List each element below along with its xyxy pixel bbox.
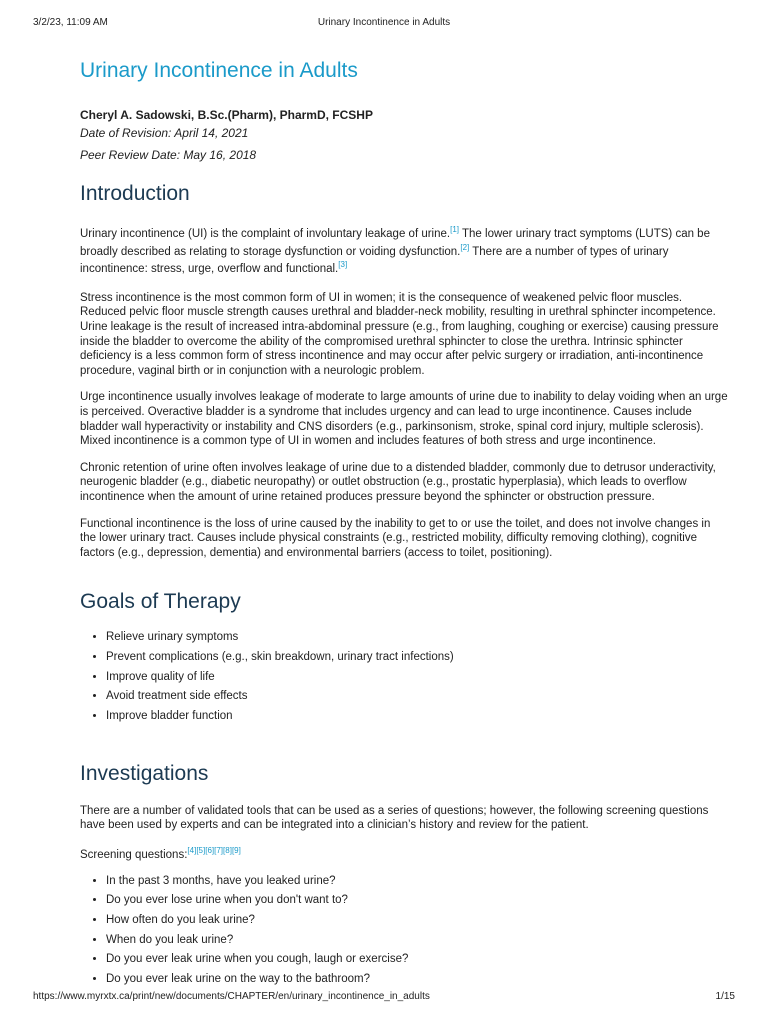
list-item: • Do you ever leak urine when you cough, laugh or exercise? bbox=[106, 950, 728, 970]
list-item: • Relieve urinary symptoms bbox=[106, 628, 728, 648]
list-item: • Improve bladder function bbox=[106, 707, 728, 727]
list-item: • When do you leak urine? bbox=[106, 931, 728, 951]
functional-incontinence-paragraph: Functional incontinence is the loss of urine caused by the inability to get to or use the toilet, and does not involve changes in the lower urinary tract. Causes include physical constraints (e.g., restricted mobility, difficulty removing clothing), cognitive factors (e.g., depression, dementia) and environmental barriers (access to toilet, positioning). bbox=[80, 517, 711, 559]
introduction-paragraph-1 bbox=[80, 226, 728, 279]
reference-link-8[interactable]: [8] bbox=[223, 846, 232, 856]
goals-list bbox=[80, 628, 728, 727]
author-name: Cheryl A. Sadowski, B.Sc.(Pharm), PharmD, FCSHP bbox=[80, 108, 373, 122]
list-item: • How often do you leak urine? bbox=[106, 911, 728, 931]
overflow-incontinence-paragraph: Chronic retention of urine often involves leakage of urine due to a distended bladder, commonly due to detrusor underactivity, neurogenic bladder (e.g., diabetic neuropathy) or outlet obstruction (e.g., prostatic hyperplasia), which leads to overflow incontinence when the amount of urine retained produces pressure beyond the sphincter or obstruction pressure. bbox=[80, 461, 716, 503]
urge-incontinence-paragraph: Urge incontinence usually involves leakage of moderate to large amounts of urine due to inability to delay voiding when an urge is perceived. Overactive bladder is a syndrome that includes urgency and can lead to urge incontinence. Causes include bladder wall hyperactivity or instability and CNS disorders (e.g., parkinsonism, stroke, spinal cord injury, multiple sclerosis). Mixed incontinence is a common type of UI in women and includes features of both stress and urge incontinence. bbox=[80, 391, 728, 448]
screening-label-text: Screening questions: bbox=[80, 848, 188, 861]
document-title: Urinary Incontinence in Adults bbox=[80, 59, 358, 82]
paragraph-text: The lower urinary tract symptoms (LUTS) can be broadly described as relating to storage dysfunction or voiding dysfunction. bbox=[80, 228, 710, 258]
list-item: • Prevent complications (e.g., skin breakdown, urinary tract infections) bbox=[106, 648, 728, 668]
reference-link-7[interactable]: [7] bbox=[214, 846, 224, 856]
print-footer bbox=[0, 991, 768, 1005]
reference-link-9[interactable]: [9] bbox=[231, 846, 241, 856]
reference-link-3[interactable]: [3] bbox=[338, 260, 348, 270]
reference-link-2[interactable]: [2] bbox=[460, 242, 470, 252]
investigations-paragraph: There are a number of validated tools that can be used as a series of questions; however, the following screening questions have been used by experts and can be integrated into a clinician’s history and review for the patient. bbox=[80, 804, 709, 832]
paragraph-text: Urinary incontinence (UI) is the complaint of involuntary leakage of urine. bbox=[80, 228, 451, 240]
list-item: • Improve quality of life bbox=[106, 668, 728, 688]
peer-review-date: Peer Review Date: May 16, 2018 bbox=[80, 148, 257, 162]
print-header bbox=[0, 17, 768, 31]
reference-link-4[interactable]: [4] bbox=[187, 846, 197, 856]
list-item: • Avoid treatment side effects bbox=[106, 687, 728, 707]
revision-date: Date of Revision: April 14, 2021 bbox=[80, 126, 249, 140]
screening-questions-label bbox=[80, 848, 728, 863]
list-item: • In the past 3 months, have you leaked urine? bbox=[106, 872, 728, 892]
page-number: 1/15 bbox=[715, 991, 735, 1002]
goals-heading: Goals of Therapy bbox=[80, 590, 241, 614]
reference-link-1[interactable]: [1] bbox=[450, 225, 460, 235]
introduction-heading: Introduction bbox=[80, 182, 190, 205]
list-item: • Do you ever leak urine on the way to the bathroom? bbox=[106, 970, 728, 990]
print-page-title: Urinary Incontinence in Adults bbox=[317, 17, 451, 28]
print-url: https://www.myrxtx.ca/print/new/documents/CHAPTER/en/urinary_incontinence_in_adults bbox=[33, 991, 430, 1002]
reference-link-6[interactable]: [6] bbox=[205, 846, 215, 856]
reference-link-5[interactable]: [5] bbox=[196, 846, 206, 856]
screening-questions-list bbox=[80, 872, 728, 990]
paragraph-text: There are a number of types of urinary incontinence: stress, urge, overflow and functional. bbox=[80, 245, 669, 276]
stress-incontinence-paragraph: Stress incontinence is the most common form of UI in women; it is the consequence of weakened pelvic floor muscles. Reduced pelvic floor muscle strength causes urethral and bladder-neck mobility, resulting in urethral sphincter incompetence. Urine leakage is the result of increased intra-abdominal pressure (e.g., from laughing, coughing or exercise) causing pressure inside the bladder to overcome the ability of the compromised urethral sphincter to close the urethra. Intrinsic sphincter deficiency is a less common form of stress incontinence and may occur after pelvic surgery or irradiation, anti-incontinence procedure, vaginal birth or in conjunction with a neurologic problem. bbox=[80, 291, 719, 377]
document-content bbox=[80, 56, 728, 990]
list-item: • Do you ever lose urine when you don't want to? bbox=[106, 891, 728, 911]
investigations-heading: Investigations bbox=[80, 761, 209, 785]
print-date: 3/2/23, 11:09 AM bbox=[33, 17, 108, 28]
